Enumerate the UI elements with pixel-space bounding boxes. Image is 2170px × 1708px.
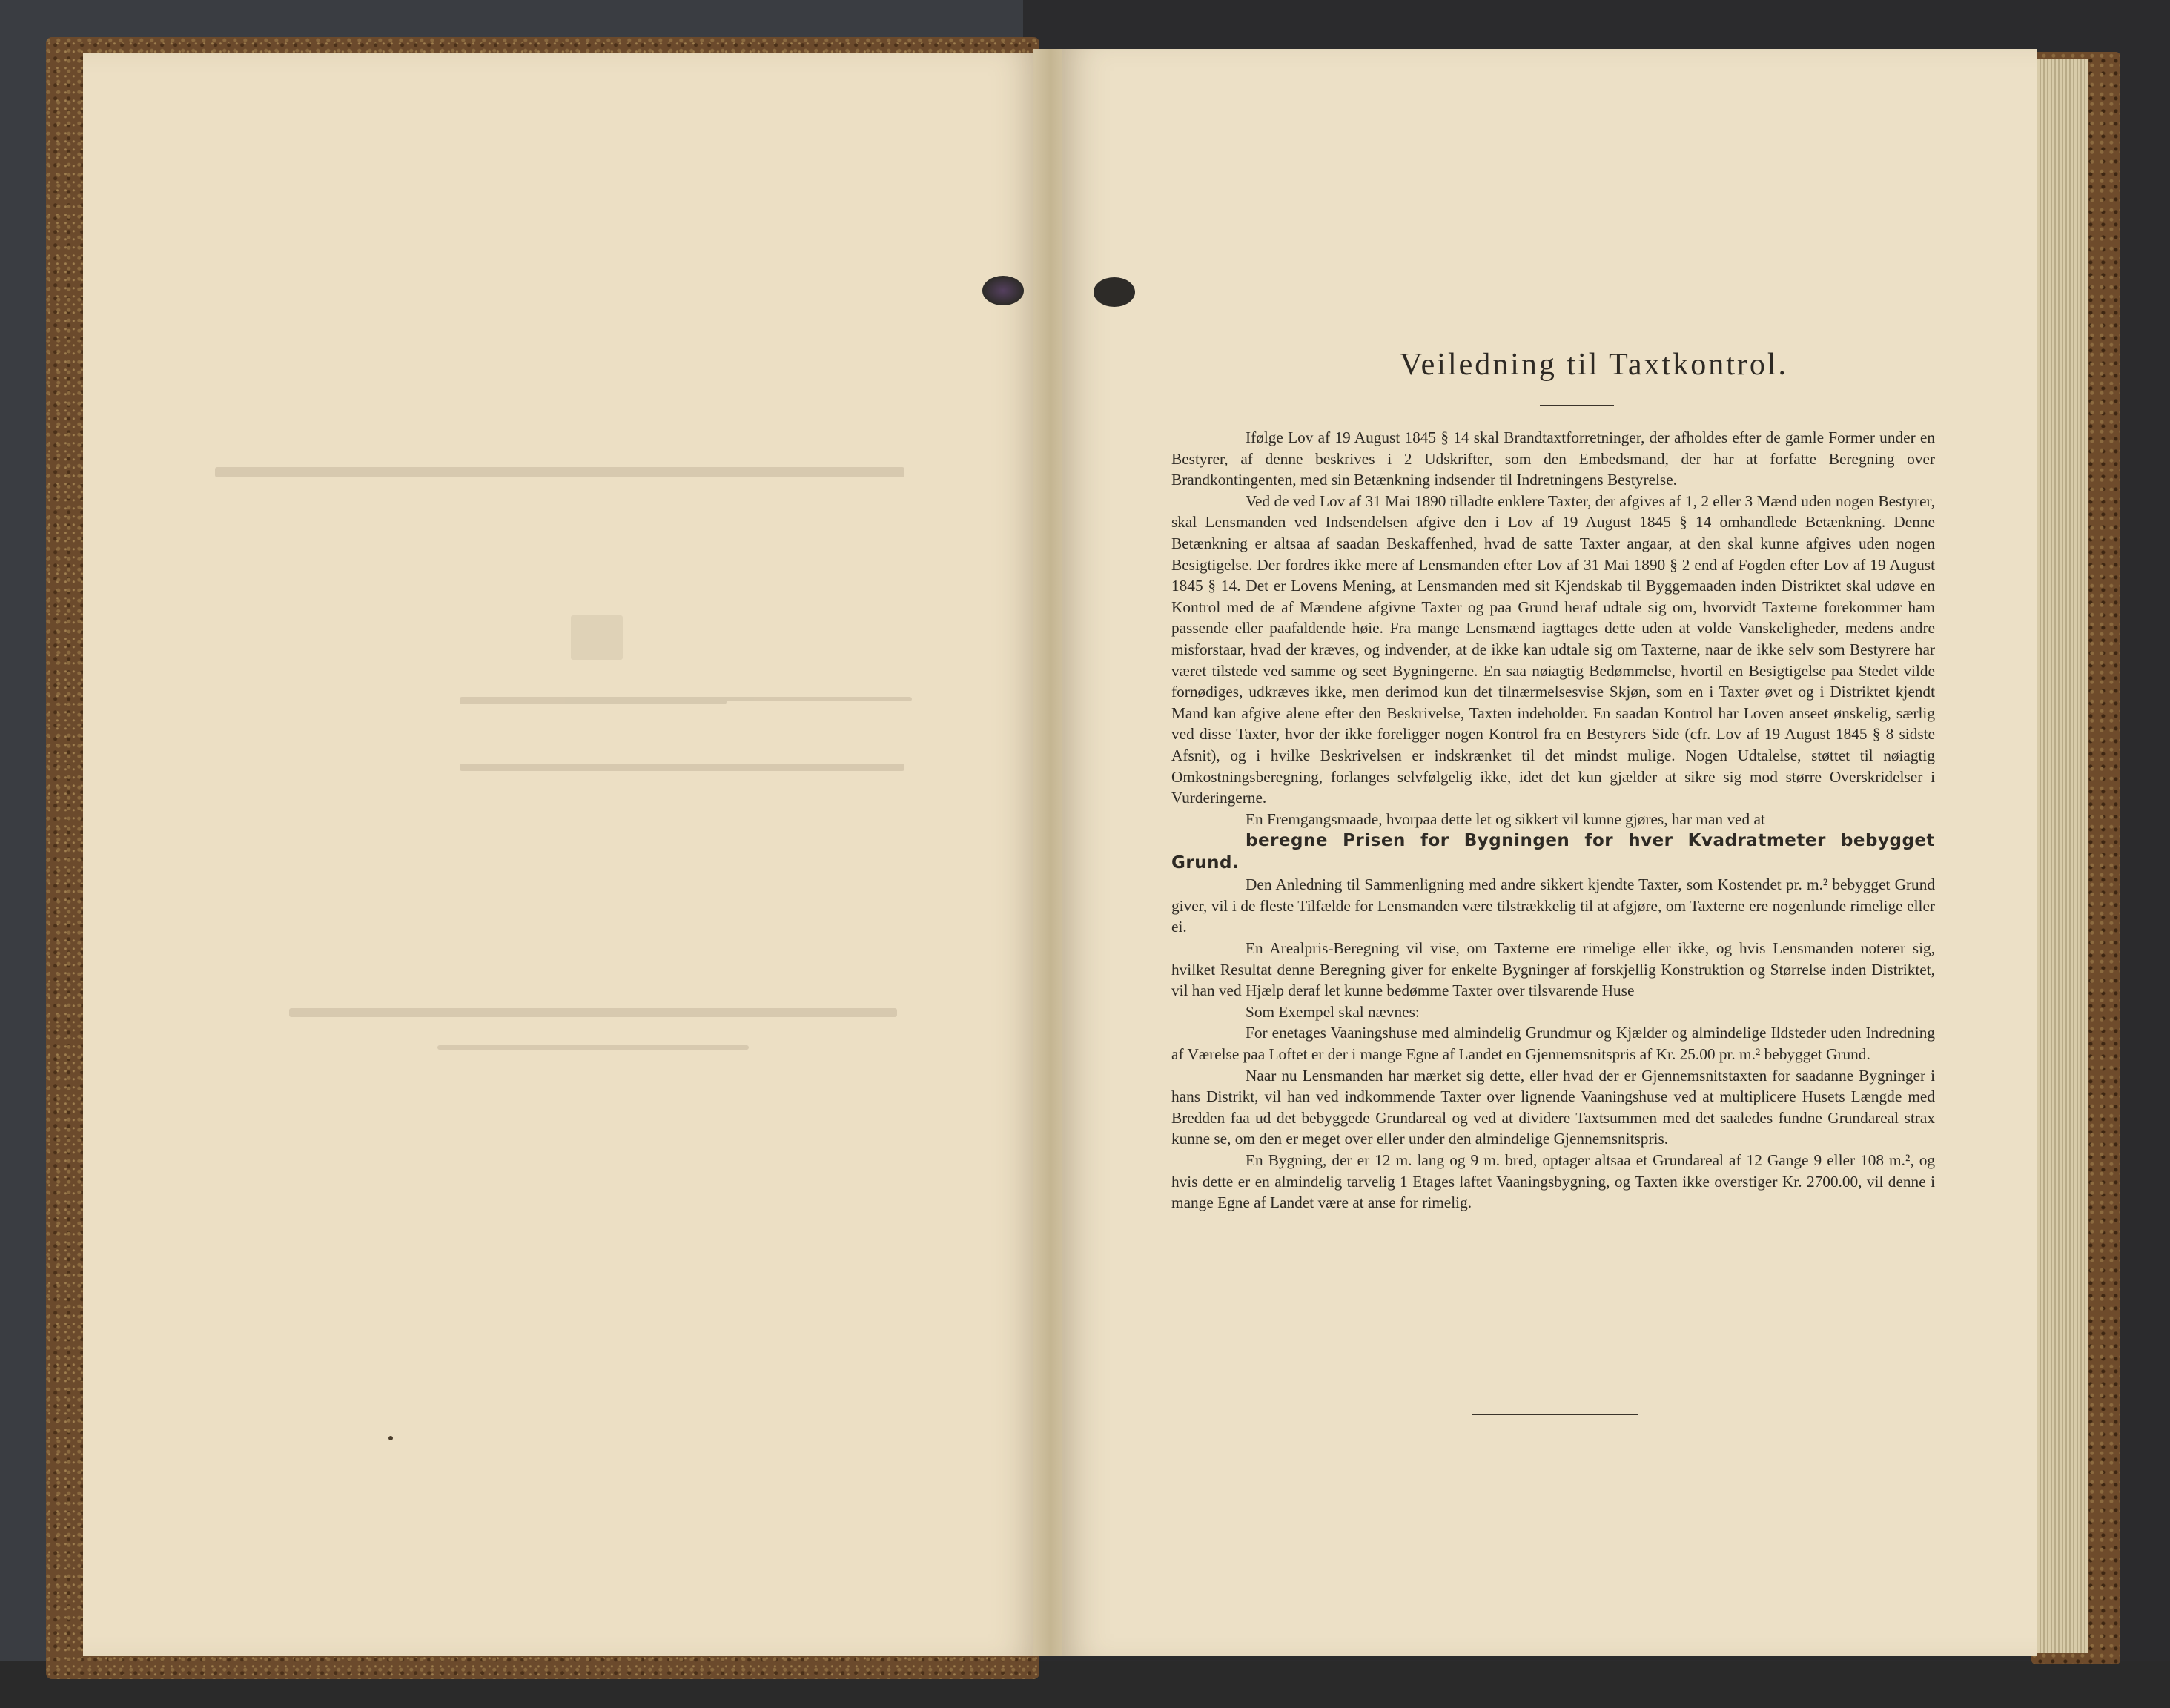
binding-hole-left: [982, 276, 1024, 305]
paragraph: Naar nu Lensmanden har mærket sig dette, eller hvad der er Gjennemsnitstaxten for saadanne Bygninger i hans Distrikt, vil han ved indkommende Taxter over lignende Vaaningshuse ved at multiplicere Husets Længde med Bredden faa ud det bebyggede Grundareal og ved at dividere Taxtsummen med det saaledes fundne Grundareal strax kunne se, om den er meget over eller under den almindelige Gjennemsnitspris.: [1171, 1066, 1935, 1148]
show-through-text: [215, 445, 927, 1112]
paragraph: Ifølge Lov af 19 August 1845 § 14 skal Brandtaxtforretninger, der afholdes efter de gamle Former under en Bestyrer, af denne beskrives i 2 Udskrifter, som den Embedsmand, der har at forfatte Beregning over Brandkontingenten, med sin Betænkning indsender til Indretningens Bestyrelse.: [1171, 428, 1935, 489]
body-text: [1171, 427, 1935, 1214]
page-title: Veiledning til Taxtkontrol.: [1399, 348, 1789, 382]
paragraph: Den Anledning til Sammenligning med andre sikkert kjendte Taxter, som Kostendet pr. m.² bebygget Grund giver, vil i de fleste Tilfælde for Lensmanden være tilstrækkelig til at afgjøre, om Taxterne ere nogenlunde rimelige eller ei.: [1171, 875, 1935, 936]
page-edges: [2037, 59, 2088, 1653]
paragraph: En Bygning, der er 12 m. lang og 9 m. bred, optager altsaa et Grundareal af 12 Gange 9 eller 108 m.², og hvis dette er en almindelig tarvelig 1 Etages laftet Vaaningsbygning, og Taxten ikke overstiger Kr. 2700.00, vil denne i mange Egne af Landet være at anse for rimelig.: [1171, 1151, 1935, 1212]
paragraph: Som Exempel skal nævnes:: [1246, 1002, 1420, 1021]
title-rule: [1540, 405, 1614, 406]
end-rule: [1472, 1414, 1638, 1415]
paragraph: For enetages Vaaningshuse med almindelig Grundmur og Kjælder og almindelige Ildsteder uden Indredning af Værelse paa Loftet er der i mange Egne af Landet en Gjennemsnitspris af Kr. 25.00 pr. m.² bebygget Grund.: [1171, 1024, 1935, 1064]
paragraph: Ved de ved Lov af 31 Mai 1890 tilladte enklere Taxter, der afgives af 1, 2 eller 3 Mænd uden nogen Bestyrer, skal Lensmanden ved Indsendelsen afgive den i Lov af 19 August 1845 § 14 omhandlede Betænkning. Denne Betænkning er altsaa af saadan Beskaffenhed, hvad de satte Taxter angaar, at den skal kunne afgives uden nogen Besigtigelse. Der fordres ikke mere af Lensmanden efter Lov af 31 Mai 1890 § 2 end af Fogden efter Lov af 19 August 1845 § 14. Det er Lovens Mening, at Lensmanden med sit Kjendskab til Byggemaaden inden Distriktet skal udøve en Kontrol med de af Mændene afgivne Taxter og paa Grund heraf udtale sig om, hvorvidt Taxterne forekommer ham passende eller paafaldende høie. Fra mange Lensmænd iagttages dette uden at volde Vanskeligheder, medens andre misforstaar, hvad der kræves, og indvender, at de ikke kan udtale sig om Taxterne, naar de ikke selv som Bestyrere har været tilstede ved samme og seet Bygningerne. En saa nøiagtig Bedømmelse, hvortil en Besigtigelse paa Stedet vilde fornødiges, udkræves ikke, men derimod kun det tilnærmelsesvise Skjøn, som en i Taxter øvet og i Distriktet kjendt Mand kan afgive alene efter den Beskrivelse, Taxten indeholder. En saadan Kontrol har Loven anseet ønskelig, særlig ved disse Taxter, hvor der ikke foreligger nogen Kontrol fra en Bestyrers Side (cfr. Lov af 19 August 1845 § 8 sidste Afsnit), og i hvilke Beskrivelsen er indskrænket til det mindst mulige. Nogen Udtalelse, støttet til nøiagtig Omkostningsberegning, forlanges selvfølgelig ikke, idet det kun gjælder at sikre sig mod større Overskridelser i Vurderingerne.: [1171, 491, 1935, 807]
ink-speck: [388, 1436, 393, 1440]
bold-phrase: beregne Prisen for Bygningen for hver Kvadratmeter bebygget Grund.: [1171, 831, 1935, 873]
instructions-text: [1171, 347, 1935, 1214]
binding-hole-right: [1094, 277, 1135, 307]
paragraph: En Arealpris-Beregning vil vise, om Taxterne ere rimelige eller ikke, og hvis Lensmanden noterer sig, hvilket Resultat denne Beregning giver for enkelte Bygninger af forskjellig Konstruktion og Størrelse inden Distriktet, vil han ved Hjælp deraf let kunne bedømme Taxter over tilsvarende Huse: [1171, 939, 1935, 1000]
paragraph: En Fremgangsmaade, hvorpaa dette let og sikkert vil kunne gjøres, har man ved at: [1246, 810, 1765, 828]
